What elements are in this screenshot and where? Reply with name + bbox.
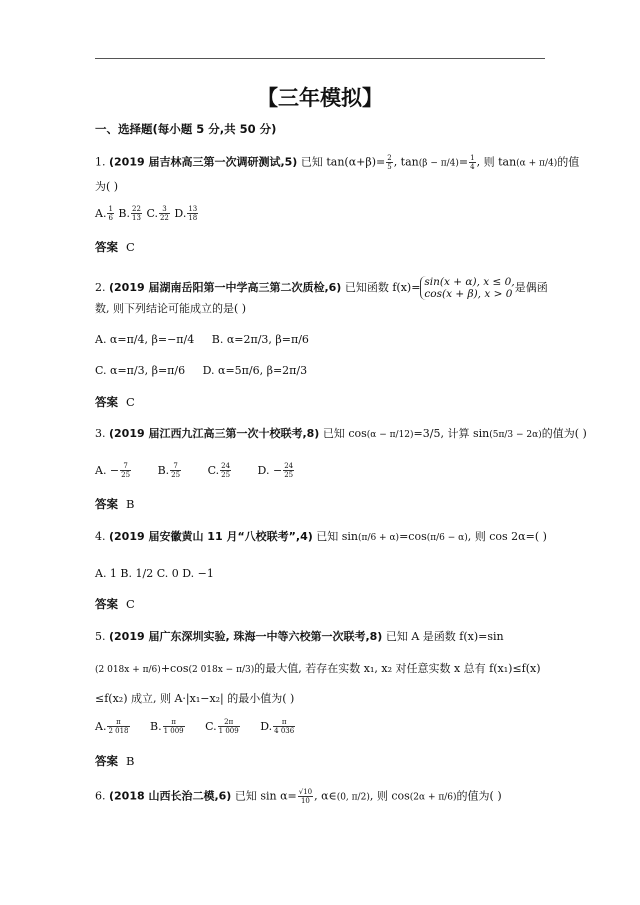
option-b: B. $\frac{\pi}{1 009}$ <box>150 718 184 735</box>
question-number: 5. <box>95 630 106 643</box>
question-5-line-2 <box>95 662 541 677</box>
question-text: 已知 A 是函数 f(x)=sin <box>385 630 504 643</box>
option-c: C. $\frac{24}{25}$ <box>207 462 231 479</box>
option-c: C. $\frac{3}{22}$ <box>146 205 169 222</box>
math-expression: (α + π/4) <box>516 158 558 169</box>
question-2-line-2: 数, 则下列结论可能成立的是( ) <box>95 302 247 315</box>
question-text: 已知 sin α= <box>234 789 297 803</box>
question-number: 3. <box>95 427 106 440</box>
option-b: B. α=2π/3, β=π/6 <box>211 333 309 346</box>
question-2-answer: 答案 C <box>95 395 135 409</box>
question-source: (2018 山西长治二模,6) <box>109 789 232 803</box>
math-expression: (5π/3 − 2α) <box>489 430 542 440</box>
header-rule <box>95 58 545 59</box>
option-d: D. $\frac{\pi}{4 036}$ <box>260 718 295 735</box>
math-expression: (β − π/4) <box>418 158 459 169</box>
question-text: , 则 tan <box>476 155 517 169</box>
fraction: $\frac{1}{4}$ <box>470 154 475 171</box>
question-4-options: A. 1 B. 1/2 C. 0 D. −1 <box>95 567 214 580</box>
question-source: (2019 届吉林高三第一次调研测试,5) <box>109 155 298 169</box>
question-3-line-1 <box>95 427 587 442</box>
question-text: 已知 cos <box>322 427 367 440</box>
question-text: , tan <box>393 155 419 169</box>
question-5-line-3: ≤f(x₂) 成立, 则 A·|x₁−x₂| 的最小值为( ) <box>95 692 295 705</box>
question-1-answer: 答案 C <box>95 240 135 254</box>
question-text: =cos <box>399 530 427 543</box>
question-2-options-row-1 <box>95 333 309 347</box>
question-number: 6. <box>95 789 106 803</box>
question-3-options <box>95 462 295 479</box>
option-c: C. α=π/3, β=π/6 <box>95 364 186 377</box>
math-expression: (α − π/12) <box>366 430 414 440</box>
question-text: 已知 sin <box>316 530 359 543</box>
question-source: (2019 届湖南岳阳第一中学高三第二次质检,6) <box>109 281 342 294</box>
question-text: 已知 tan(α+β)= <box>300 155 386 169</box>
question-text: , 则 cos 2α=( ) <box>467 530 547 543</box>
fraction: $\frac{√10}{10}$ <box>298 788 313 805</box>
option-d: D. $\frac{13}{18}$ <box>174 205 198 222</box>
math-expression: (0, π/2) <box>336 792 370 803</box>
question-text: 的值 <box>557 155 580 169</box>
question-text: =3/5, 计算 sin <box>413 427 490 440</box>
question-2-line-1 <box>95 275 548 301</box>
option-a: A. α=π/4, β=−π/4 <box>95 333 195 346</box>
question-text: +cos <box>160 662 189 675</box>
question-1-options <box>95 205 199 222</box>
question-5-line-1 <box>95 630 504 644</box>
option-a: A. $\frac{\pi}{2 018}$ <box>95 718 129 735</box>
option-c: C. $\frac{2\pi}{1 009}$ <box>205 718 239 735</box>
question-text: , α∈ <box>314 789 337 803</box>
question-number: 1. <box>95 155 106 169</box>
question-5-answer: 答案 B <box>95 754 135 768</box>
question-text: 是偶函 <box>514 281 548 294</box>
piecewise-function: sin(x + α), x ≤ 0, cos(x + β), x > 0 <box>420 276 514 300</box>
option-d: D. α=5π/6, β=2π/3 <box>202 364 308 377</box>
question-text: 已知函数 f(x)= <box>344 281 421 294</box>
option-b: B. $\frac{22}{13}$ <box>118 205 141 222</box>
question-text: 的值为( ) <box>456 789 502 803</box>
question-text: , 则 cos <box>369 789 410 803</box>
question-6-line-1 <box>95 788 502 805</box>
option-d: D. − $\frac{24}{25}$ <box>257 462 294 479</box>
question-2-options-row-2 <box>95 364 307 378</box>
option-a: A. $\frac{1}{6}$ <box>95 205 113 222</box>
math-expression: (2 018x + π/6) <box>95 665 161 675</box>
question-source: (2019 届广东深圳实验, 珠海一中等六校第一次联考,8) <box>109 630 383 643</box>
math-expression: (2 018x − π/3) <box>188 665 255 675</box>
question-text: = <box>458 155 469 169</box>
question-number: 2. <box>95 281 106 294</box>
question-number: 4. <box>95 530 106 543</box>
fraction: $\frac{2}{5}$ <box>387 154 392 171</box>
math-expression: (π/6 + α) <box>358 533 400 543</box>
section-heading: 一、选择题(每小题 5 分,共 50 分) <box>95 122 277 136</box>
question-source: (2019 届江西九江高三第一次十校联考,8) <box>109 427 320 440</box>
option-a: A. − $\frac{7}{25}$ <box>95 462 131 479</box>
question-3-answer: 答案 B <box>95 497 135 511</box>
question-text: 的最大值, 若存在实数 x₁, x₂ 对任意实数 x 总有 f(x₁)≤f(x) <box>254 662 541 675</box>
question-source: (2019 届安徽黄山 11 月“八校联考”,4) <box>109 530 313 543</box>
math-expression: (2α + π/6) <box>409 792 457 803</box>
question-5-options <box>95 718 296 735</box>
question-4-line-1 <box>95 530 547 545</box>
question-1-line-1 <box>95 154 579 171</box>
page-title: 【三年模拟】 <box>257 86 383 110</box>
option-b: B. $\frac{7}{25}$ <box>157 462 181 479</box>
question-4-answer: 答案 C <box>95 597 135 611</box>
question-1-line-2: 为( ) <box>95 180 119 193</box>
question-text: 的值为( ) <box>541 427 587 440</box>
math-expression: (π/6 − α) <box>426 533 468 543</box>
